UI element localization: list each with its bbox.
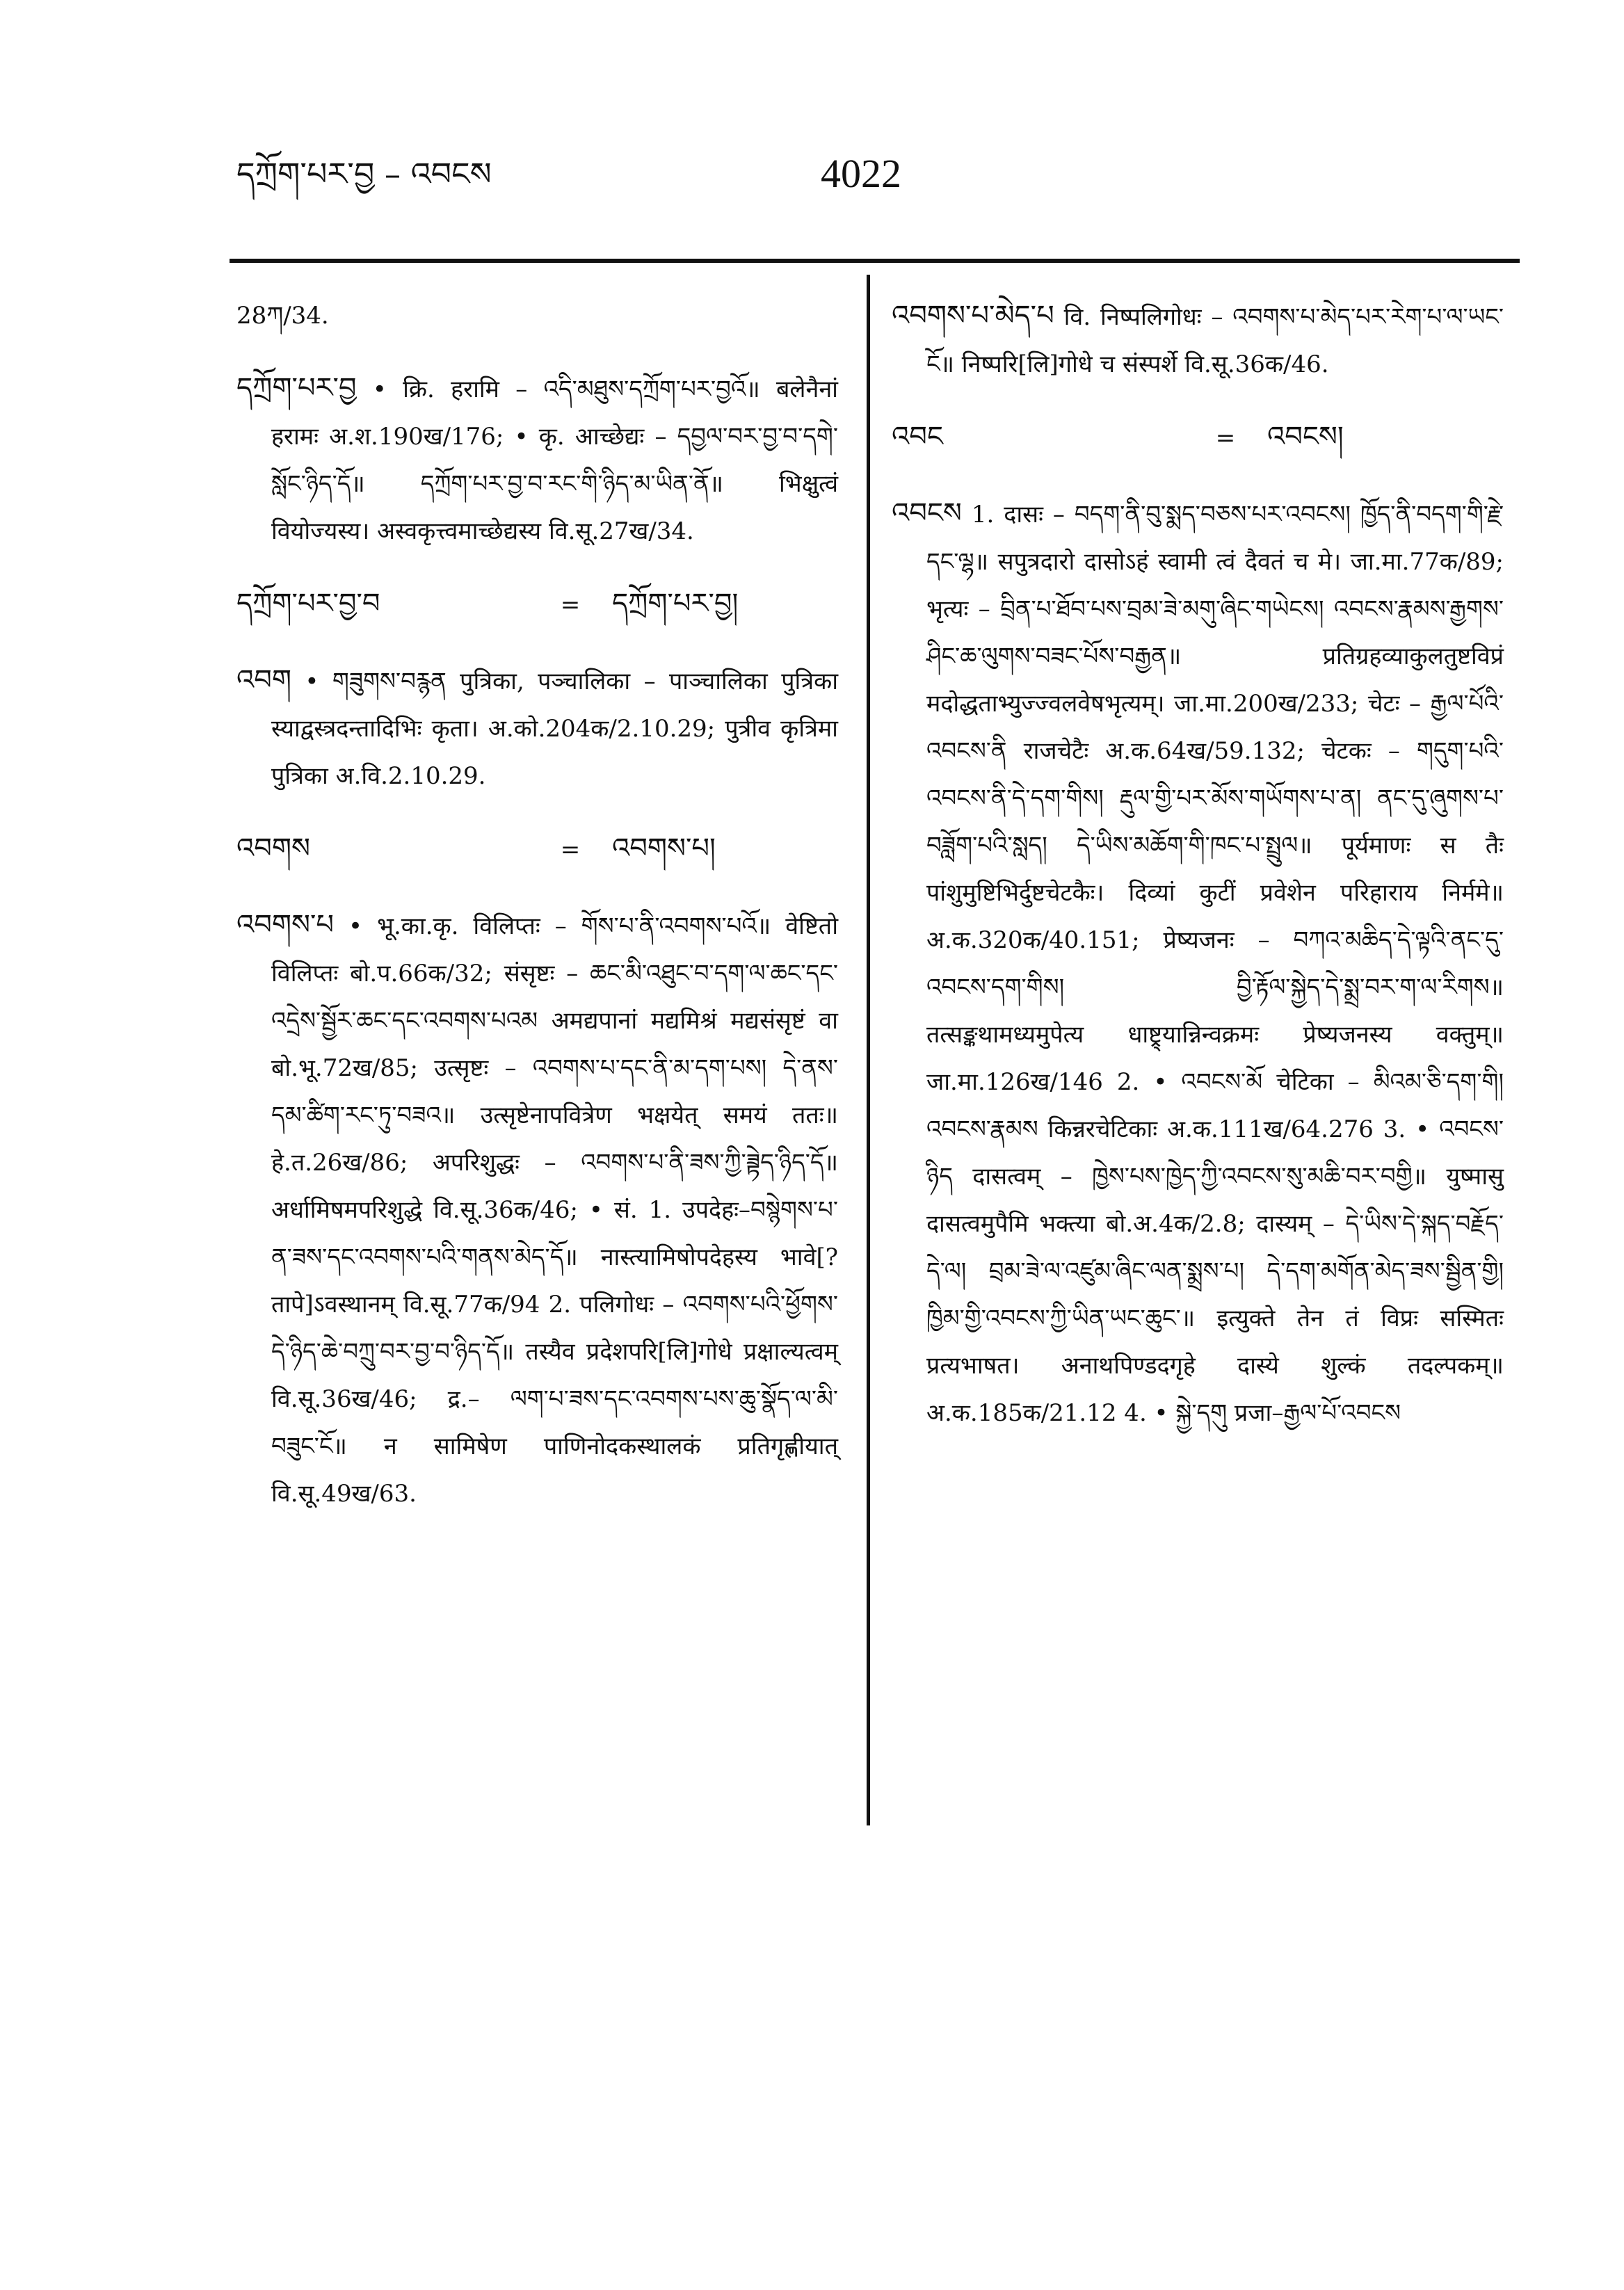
headword: འབངས bbox=[892, 497, 962, 529]
dictionary-entry bbox=[236, 901, 838, 1517]
dictionary-entry bbox=[892, 490, 1504, 1437]
headword: འབག bbox=[236, 664, 291, 696]
headword: འབགས་པ་མེད་པ bbox=[892, 300, 1054, 332]
entry-body: • གཟུགས་བརྙན पुत्रिका, पञ्चालिका – पाञ्चालिका पुत्रिका स्याद्वस्त्रदन्तादिभिः कृता। अ.को.204क/2.10.29; पुत्रीव कृत्रिमा पुत्रिका अ.वि.2.10.29. bbox=[271, 668, 839, 790]
dictionary-entry bbox=[236, 364, 838, 555]
equals-sign: = bbox=[560, 591, 581, 619]
column-divider bbox=[867, 275, 870, 1825]
page-number: 4022 bbox=[821, 151, 901, 196]
cross-reference-target: དཀྲོག་པར་བྱ། bbox=[612, 588, 739, 620]
cross-reference-target: འབགས་པ། bbox=[612, 832, 716, 864]
equals-sign: = bbox=[560, 836, 581, 864]
entry-body: 1. दासः – བདག་ནི་བུ་སྨད་བཅས་པར་འབངས། ཁྱོད་ནི་བདག་གི་རྗེ་དང་ལྷ॥ सपुत्रदारो दासोऽहं स्वामी त्वं दैवतं च मे। जा.मा.77क/89; भृत्यः – བྲིན་པ་ཐོབ་པས་བྲམ་ཟེ་མགུ་ཞིང་གཡེངས། འབངས་རྣམས་རྒྱགས་ཤིང་ཆ་ལུགས་བཟང་པོས་བརྒྱན॥ प्रतिग्रहव्याकुलतुष्टविप्रं मदोद्धताभ्युज्ज्वलवेषभृत्यम्। जा.मा.200ख/233; चेटः – རྒྱལ་པོའི་འབངས་ནི राजचेटैः अ.क.64ख/59.132; चेटकः – གདུག་པའི་འབངས་ནི་དེ་དག་གིས། རྡུལ་གྱི་པར་མོས་གཡོགས་པ་ན། ནང་དུ་ཞུགས་པ་བཟློག་པའི་སླད། དེ་ཡིས་མཆོག་གི་ཁང་པ་སྤྲུལ॥ पूर्यमाणः स तैः पांशुमुष्टिभिर्दुष्टचेटकैः। दिव्यां कुटीं प्रवेशेन परिहाराय निर्ममे॥ अ.क.320क/40.151; प्रेष्यजनः – བཀའ་མཆིད་དེ་ལྟའི་ནང་དུ་འབངས་དག་གིས། བྱི་རྟོལ་སྐྱེད་དེ་སྨྲ་བར་ག་ལ་རིགས॥ तत्सङ्कथामध्यमुपेत्य धाष्ट्र्यान्निन्वक्रमः प्रेष्यजनस्य वक्तुम्॥ जा.मा.126ख/146 2. • འབངས་མོ चेटिका – མིའམ་ཅི་དག་གི། འབངས་རྣམས किन्नरचेटिकाः अ.क.111ख/64.276 3. • འབངས་ཉིད दासत्वम् – ཁྱེས་པས་ཁྱེད་ཀྱི་འབངས་སུ་མཆི་བར་བགྱི॥ युष्मासु दासत्वमुपैमि भक्त्या बो.अ.4क/2.8; दास्यम् – དེ་ཡིས་དེ་སྐད་བརྗོད་དེ་ལ། བྲམ་ཟེ་ལ་འཛུམ་ཞིང་ལན་སྨྲས་པ། དེ་དག་མགོན་མེད་ཟས་སྦྱིན་གྱི། ཁྱིམ་གྱི་འབངས་ཀྱི་ཡིན་ཡང་ཆུང་॥ इत्युक्ते तेन तं विप्रः सस्मितः प्रत्यभाषत। अनाथपिण्डदगृहे दास्ये शुल्कं तदल्पकम्॥ अ.क.185क/21.12 4. • སྐྱེ་དགུ प्रजा–རྒྱལ་པོ་འབངས bbox=[926, 501, 1504, 1427]
headword: དཀྲོག་པར་བྱ bbox=[236, 372, 357, 404]
cross-reference-entry bbox=[236, 825, 838, 873]
left-column bbox=[236, 292, 838, 1542]
dictionary-entry bbox=[892, 292, 1504, 388]
entry-body: • क्रि. हरामि – འདི་མཐུས་དཀྲོག་པར་བྱའོ॥ बलेनैनां हरामः अ.श.190ख/176; • कृ. आच्छेद्यः – དབྱལ་བར་བྱ་བ་དགེ་སློང་ཉིད་དོ॥ དཀྲོག་པར་བྱ་བ་རང་གི་ཉིད་མ་ཡིན་ནོ॥ भिक्षुत्वं वियोज्यस्य। अस्वकृत्त्वमाच्छेद्यस्य वि.सू.27ख/34. bbox=[271, 376, 838, 545]
header-rule bbox=[230, 259, 1520, 263]
headword: འབགས bbox=[236, 832, 310, 864]
cross-reference-target: འབངས། bbox=[1267, 421, 1344, 453]
dictionary-entry bbox=[236, 656, 838, 800]
cross-reference-entry bbox=[236, 580, 838, 629]
entry-body: • भू.का.कृ. विलिप्तः – གོས་པ་ནི་འབགས་པའོ॥ वेष्टितो विलिप्तः बो.प.66क/32; संसृष्टः – ཆང་མི་འཐུང་བ་དག་ལ་ཆང་དང་འདྲེས་སྦྱོར་ཆང་དང་འབགས་པའམ अमद्यपानां मद्यमिश्रं मद्यसंसृष्टं वा बो.भू.72ख/85; उत्सृष्टः – འབགས་པ་དང་ནི་མ་དག་པས། དེ་ནས་དམ་ཚིག་རང་ཏུ་བཟའ॥ उत्सृष्टेनापवित्रेण भक्षयेत् समयं ततः॥ हे.त.26ख/86; अपरिशुद्धः – འབགས་པ་ནི་ཟས་ཀྱི་ཟྟེད་ཉིད་དོ॥ अर्धामिषमपरिशुद्धे वि.सू.36क/46; • सं. 1. उपदेहः–བསྙེགས་པ་ན་ཟས་དང་འབགས་པའི་གནས་མེད་དོ॥ नास्त्यामिषोपदेहस्य भावे[?तापे]ऽवस्थानम् वि.सू.77क/94 2. पलिगोधः – འབགས་པའི་ཕྱོགས་དེ་ཉིད་ཆེ་བཀྲུ་བར་བྱ་བ་ཉིད་དོ॥ तस्यैव प्रदेशपरि[लि]गोधे प्रक्षाल्यत्वम् वि.सू.36ख/46; द्र.– ལག་པ་ཟས་དང་འབགས་པས་ཆུ་སྣོད་ལ་མི་བཟུང་ངོ॥ न सामिषेण पाणिनोदकस्थालकं प्रतिगृह्णीयात् वि.सू.49ख/63. bbox=[271, 912, 838, 1508]
headword: འབགས་པ bbox=[236, 909, 335, 941]
right-column bbox=[892, 292, 1504, 1462]
entry-body: वि. निष्पलिगोधः – འབགས་པ་མེད་པར་རེག་པ་ལ་ཡང་ངོ॥ निष्परि[लि]गोधे च संस्पर्शे वि.सू.36क/46. bbox=[926, 303, 1504, 378]
headword: དཀྲོག་པར་བྱ་བ bbox=[236, 588, 380, 620]
equals-sign: = bbox=[1215, 424, 1236, 452]
cross-reference-entry bbox=[892, 413, 1504, 462]
entry-continuation bbox=[236, 292, 838, 339]
entry-body: 28ཀ/34. bbox=[236, 302, 329, 330]
headword: འབང bbox=[892, 421, 943, 453]
running-head: དཀྲོག་པར་བྱ – འབངས bbox=[236, 155, 492, 193]
